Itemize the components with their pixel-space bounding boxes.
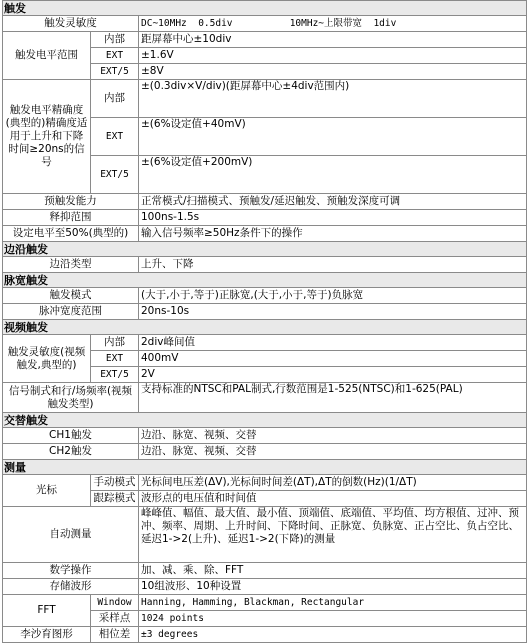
holdoff-value: 100ns-1.5s [139, 210, 527, 226]
section-measure: 测量 [3, 460, 527, 475]
holdoff-label: 释抑范围 [3, 210, 139, 226]
level-internal-value: 距屏幕中心±10div [139, 32, 527, 48]
trigger-level-range-label: 触发电平范围 [3, 32, 91, 80]
ch2-trigger-label: CH2触发 [3, 444, 139, 460]
lissajous-label: 李沙育图形 [3, 627, 91, 643]
trigger-accuracy-label: 触发电平精确度(典型的)精确度适用于上升和下降时间≥20ns的信号 [3, 80, 91, 194]
trigger-sensitivity-value: DC~10MHz 0.5div 10MHz~上限带宽 1div [139, 16, 527, 32]
section-edge-trigger: 边沿触发 [3, 242, 527, 257]
manual-mode-value: 光标间电压差(ΔV),光标间时间差(ΔT),ΔT的倒数(Hz)(1/ΔT) [139, 475, 527, 491]
pretrigger-label: 预触发能力 [3, 194, 139, 210]
accuracy-ext-label: EXT [91, 118, 139, 156]
store-waveform-label: 存储波形 [3, 579, 139, 595]
phase-diff-label: 相位差 [91, 627, 139, 643]
video-ext5-value: 2V [139, 367, 527, 383]
track-mode-value: 波形点的电压值和时间值 [139, 491, 527, 507]
fft-label: FFT [3, 595, 91, 627]
spec-table [2, 0, 527, 643]
phase-diff-value: ±3 degrees [139, 627, 527, 643]
fifty-percent-label: 设定电平至50%(典型的) [3, 226, 139, 242]
auto-measure-label: 自动测量 [3, 507, 139, 563]
video-ext-label: EXT [91, 351, 139, 367]
section-pulse-trigger: 脉宽触发 [3, 273, 527, 288]
fft-sample-value: 1024 points [139, 611, 527, 627]
accuracy-internal-label: 内部 [91, 80, 139, 118]
cursor-label: 光标 [3, 475, 91, 507]
pretrigger-value: 正常模式/扫描模式、预触发/延迟触发、预触发深度可调 [139, 194, 527, 210]
pulse-range-value: 20ns-10s [139, 304, 527, 320]
accuracy-internal-value: ±(0.3div×V/div)(距屏幕中心±4div范围内) [139, 80, 527, 118]
section-video-trigger: 视频触发 [3, 320, 527, 335]
manual-mode-label: 手动模式 [91, 475, 139, 491]
accuracy-ext5-value: ±(6%设定值+200mV) [139, 156, 527, 194]
level-ext5-label: EXT/5 [91, 64, 139, 80]
video-sensitivity-label: 触发灵敏度(视频触发,典型的) [3, 335, 91, 383]
section-trigger: 触发 [3, 1, 527, 16]
pulse-range-label: 脉冲宽度范围 [3, 304, 139, 320]
edge-type-label: 边沿类型 [3, 257, 139, 273]
ch1-trigger-value: 边沿、脉宽、视频、交替 [139, 428, 527, 444]
video-internal-label: 内部 [91, 335, 139, 351]
math-value: 加、减、乘、除、FFT [139, 563, 527, 579]
level-ext5-value: ±8V [139, 64, 527, 80]
pulse-mode-value: (大于,小于,等于)正脉宽,(大于,小于,等于)负脉宽 [139, 288, 527, 304]
math-label: 数学操作 [3, 563, 139, 579]
video-format-value: 支持标准的NTSC和PAL制式,行数范围是1-525(NTSC)和1-625(PAL) [139, 383, 527, 413]
level-ext-value: ±1.6V [139, 48, 527, 64]
accuracy-ext-value: ±(6%设定值+40mV) [139, 118, 527, 156]
fft-sample-label: 采样点 [91, 611, 139, 627]
fft-window-value: Hanning, Hamming, Blackman, Rectangular [139, 595, 527, 611]
trigger-sensitivity-label: 触发灵敏度 [3, 16, 139, 32]
ch1-trigger-label: CH1触发 [3, 428, 139, 444]
store-waveform-value: 10组波形、10种设置 [139, 579, 527, 595]
video-ext-value: 400mV [139, 351, 527, 367]
fft-window-label: Window [91, 595, 139, 611]
ch2-trigger-value: 边沿、脉宽、视频、交替 [139, 444, 527, 460]
level-ext-label: EXT [91, 48, 139, 64]
video-ext5-label: EXT/5 [91, 367, 139, 383]
pulse-mode-label: 触发模式 [3, 288, 139, 304]
edge-type-value: 上升、下降 [139, 257, 527, 273]
level-internal-label: 内部 [91, 32, 139, 48]
fifty-percent-value: 输入信号频率≥50Hz条件下的操作 [139, 226, 527, 242]
video-internal-value: 2div峰间值 [139, 335, 527, 351]
accuracy-ext5-label: EXT/5 [91, 156, 139, 194]
video-format-label: 信号制式和行/场频率(视频触发类型) [3, 383, 139, 413]
section-alternate-trigger: 交替触发 [3, 413, 527, 428]
track-mode-label: 跟踪模式 [91, 491, 139, 507]
auto-measure-value: 峰峰值、幅值、最大值、最小值、顶端值、底端值、平均值、均方根值、过冲、预冲、频率、周期、上升时间、下降时间、正脉宽、负脉宽、正占空比、负占空比、延迟1->2(上升)、延迟1->2(下降)的测量 [139, 507, 527, 563]
